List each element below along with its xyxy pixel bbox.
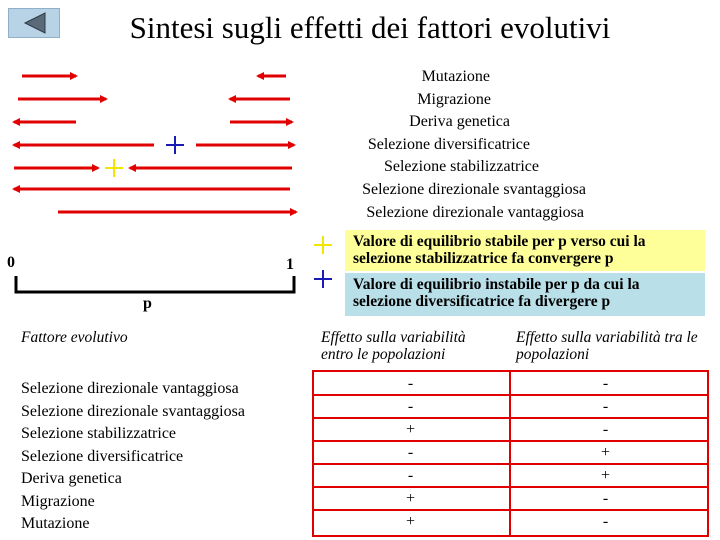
stable-equilibrium-note: Valore di equilibrio stabile per p verso cui la selezione stabilizzatrice fa convergere p [345, 230, 705, 271]
factor-item: Selezione diversificatrice [21, 447, 184, 465]
within-cell: - [407, 444, 414, 461]
unstable-marker-diagram [166, 136, 184, 154]
between-cell: - [602, 513, 609, 530]
within-cell: - [407, 398, 414, 415]
axis-end-label: 1 [286, 256, 294, 273]
factor-item: Selezione stabilizzatrice [21, 425, 177, 442]
between-cell: - [602, 398, 609, 415]
header-factor: Fattore evolutivo [21, 329, 128, 346]
label-mutazione: Mutazione [421, 68, 490, 85]
within-cell: + [405, 490, 416, 507]
label-deriva: Deriva genetica [409, 113, 510, 130]
page-title: Sintesi sugli effetti dei fattori evolutivi [129, 10, 611, 45]
factor-item: Selezione direzionale vantaggiosa [21, 380, 239, 397]
axis-variable-label: p [143, 295, 152, 312]
between-cell: - [602, 375, 609, 392]
factor-list [21, 378, 245, 536]
between-cell: - [602, 421, 609, 438]
within-cell: - [407, 467, 414, 484]
arrows-diagram [0, 60, 310, 310]
between-cell: - [602, 490, 609, 507]
p-axis-bracket [16, 276, 294, 292]
factor-item: Mutazione [21, 515, 90, 532]
label-svantaggiosa: Selezione direzionale svantaggiosa [362, 181, 586, 198]
header-within: Effetto sulla variabilità entro le popolazioni [321, 329, 466, 363]
label-diversificatrice: Selezione diversificatrice [367, 136, 530, 153]
header-between: Effetto sulla variabilità tra le popolazioni [516, 329, 698, 363]
unstable-legend-icon [311, 268, 335, 290]
factor-item: Migrazione [21, 492, 95, 510]
stable-legend-icon [311, 234, 335, 256]
unstable-equilibrium-note: Valore di equilibrio instabile per p da cui la selezione diversificatrice fa divergere p [345, 273, 705, 316]
within-cell: - [407, 375, 414, 392]
factor-item: Deriva genetica [21, 470, 122, 487]
within-cell: + [405, 513, 416, 530]
label-migrazione: Migrazione [417, 91, 491, 108]
label-stabilizzatrice: Selezione stabilizzatrice [383, 158, 539, 175]
stable-marker-diagram [105, 159, 123, 177]
factor-item: Selezione direzionale svantaggiosa [21, 402, 245, 420]
between-cell: + [600, 444, 611, 461]
label-vantaggiosa: Selezione direzionale vantaggiosa [366, 204, 584, 221]
within-cell: + [405, 421, 416, 438]
between-cell: + [600, 467, 611, 484]
axis-start-label: 0 [7, 254, 15, 271]
